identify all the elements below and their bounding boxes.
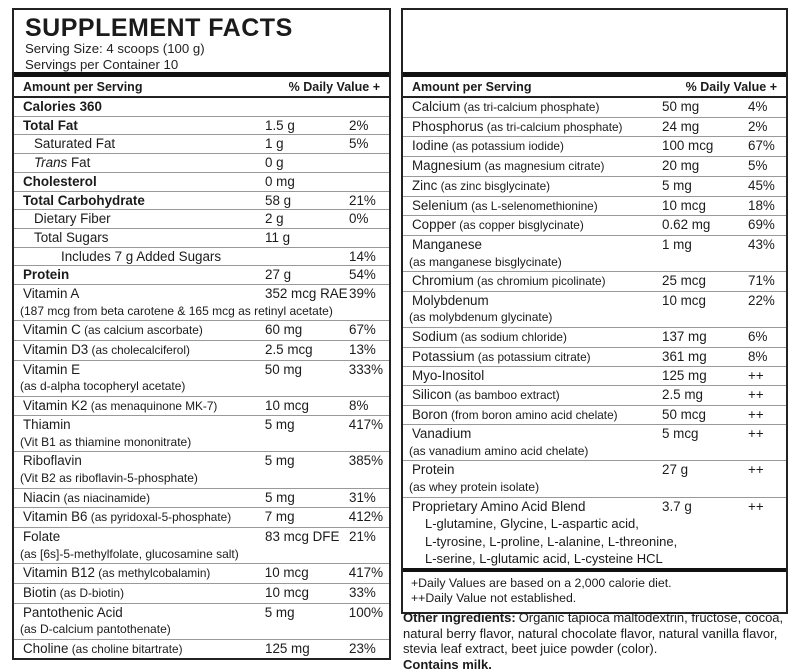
nutrient-daily-value: 5%: [748, 158, 768, 174]
nutrient-row: [14, 508, 389, 528]
amount-per-serving-header: Amount per Serving: [23, 80, 143, 94]
nutrient-daily-value: 417%: [348, 565, 383, 581]
nutrient-row: [14, 154, 389, 173]
servings-per-container: Servings per Container 10: [25, 56, 179, 72]
nutrient-amount: 125 mg: [265, 640, 310, 656]
nutrient-daily-value: 4%: [748, 99, 768, 114]
nutrient-row: [14, 604, 389, 640]
nutrient-row: [403, 292, 786, 328]
nutrient-amount: 1 g: [265, 136, 284, 152]
nutrient-daily-value: 21%: [349, 528, 376, 544]
nutrient-daily-value: 23%: [349, 640, 376, 656]
nutrient-source-detail: (as tri-calcium phosphate): [460, 100, 600, 114]
nutrient-subline: (as whey protein isolate): [409, 480, 540, 495]
facts-header: [14, 10, 389, 72]
nutrient-amount: 0.62 mg: [662, 217, 711, 233]
footnotes: [403, 568, 786, 612]
left-column-header-row: [14, 72, 389, 98]
nutrient-daily-value: 33%: [349, 584, 376, 600]
nutrient-daily-value: 31%: [349, 489, 376, 505]
nutrient-subline: (as molybdenum glycinate): [409, 310, 553, 325]
nutrient-row: [14, 248, 389, 267]
nutrient-name: Proprietary Amino Acid Blend: [412, 498, 586, 514]
nutrient-amount: 2.5 mg: [662, 386, 703, 402]
nutrient-name: Folate: [23, 528, 61, 544]
nutrient-row: [14, 489, 389, 509]
nutrient-name: Dietary Fiber: [34, 211, 111, 227]
nutrient-row: [403, 157, 786, 177]
nutrient-amount: 7 mg: [264, 509, 295, 525]
nutrient-name: Vitamin C (as calcium ascorbate): [23, 322, 203, 338]
nutrient-subline: L-tyrosine, L-proline, L-alanine, L-threonine,: [425, 533, 678, 549]
nutrient-subline: (as manganese bisglycinate): [409, 254, 562, 269]
nutrient-name: Iodine (as potassium iodide): [412, 138, 564, 154]
nutrient-source-detail: (from boron amino acid chelate): [447, 407, 618, 422]
nutrient-daily-value: ++: [748, 406, 764, 422]
nutrient-name: Myo-Inositol: [412, 368, 485, 384]
nutrient-name: Potassium (as potassium citrate): [412, 348, 591, 364]
nutrient-subline: (as vanadium amino acid chelate): [409, 444, 589, 459]
nutrient-name: Saturated Fat: [34, 136, 116, 152]
nutrient-name: Includes 7 g Added Sugars: [61, 248, 222, 264]
nutrient-daily-value: 6%: [748, 328, 768, 344]
nutrient-amount: 100 mcg: [662, 138, 714, 154]
nutrient-amount: 5 mg: [264, 604, 295, 620]
nutrient-name: Chromium (as chromium picolinate): [412, 273, 606, 289]
nutrient-amount: 0 mg: [265, 173, 295, 189]
nutrient-source-detail: (as pyridoxal-5-phosphate): [87, 510, 232, 525]
nutrient-amount: 10 mcg: [265, 397, 309, 413]
nutrient-row: [14, 564, 389, 584]
other-ingredients: [403, 610, 793, 672]
nutrient-amount: 27 g: [662, 462, 689, 478]
nutrient-row: [403, 137, 786, 157]
nutrient-source-detail: (as L-selenomethionine): [467, 198, 598, 213]
nutrient-daily-value: 22%: [748, 292, 775, 308]
nutrient-row: [14, 341, 389, 361]
nutrient-amount: 1 mg: [662, 236, 692, 252]
contains-statement: Contains milk.: [403, 656, 492, 672]
nutrient-daily-value: 412%: [348, 509, 383, 525]
nutrient-row: [14, 584, 389, 604]
nutrient-name: Zinc (as zinc bisglycinate): [412, 177, 551, 193]
nutrient-daily-value: 13%: [349, 341, 376, 357]
nutrient-daily-value: ++: [748, 426, 764, 442]
nutrient-name: Selenium (as L-selenomethionine): [412, 197, 598, 213]
nutrient-name: Choline (as choline bitartrate): [23, 640, 183, 656]
nutrient-source-detail: (as sodium chloride): [457, 329, 567, 344]
nutrient-subline: L-serine, L-glutamic acid, L-cysteine HCL: [425, 551, 663, 567]
nutrient-source-detail: (as niacinamide): [60, 490, 151, 505]
nutrient-name: Trans Fat: [34, 155, 91, 171]
right-nutrient-rows: [403, 98, 786, 568]
nutrient-row: [14, 210, 389, 229]
right-column-header-row: [403, 72, 786, 98]
nutrient-daily-value: 67%: [748, 138, 775, 154]
nutrient-row: [14, 321, 389, 341]
nutrient-daily-value: 100%: [348, 604, 383, 620]
nutrient-daily-value: 417%: [348, 417, 383, 433]
nutrient-daily-value: 39%: [349, 286, 376, 302]
nutrient-source-detail: (as potassium citrate): [474, 349, 591, 364]
nutrient-name: Calories 360: [23, 99, 102, 114]
nutrient-amount: 27 g: [265, 267, 292, 283]
nutrient-row: [403, 386, 786, 406]
nutrient-row: [403, 197, 786, 217]
nutrient-amount: 20 mg: [662, 158, 700, 174]
nutrient-daily-value: 0%: [349, 211, 369, 227]
nutrient-name: Thiamin: [23, 417, 71, 433]
nutrient-source-detail: (as copper bisglycinate): [455, 218, 584, 233]
nutrient-amount: 5 mg: [662, 177, 692, 193]
other-ingredients-text: Organic tapioca maltodextrin, fructose, cocoa, natural berry flavor, natural chocolate flavor, natural vanilla flavor, stevia leaf extract, beet juice powder (color).: [403, 610, 784, 656]
facts-title: SUPPLEMENT FACTS: [25, 14, 293, 42]
daily-value-header: % Daily Value +: [288, 80, 380, 94]
nutrient-name: Biotin (as D-biotin): [23, 584, 125, 600]
nutrient-source-detail: (as choline bitartrate): [68, 641, 183, 656]
nutrient-name: Riboflavin: [23, 453, 82, 469]
nutrient-row: [403, 406, 786, 426]
nutrient-amount: 10 mcg: [662, 197, 706, 213]
nutrient-name: Molybdenum: [412, 292, 489, 308]
nutrient-subline: (as [6s]-5-methylfolate, glucosamine salt): [20, 546, 239, 561]
nutrient-source-detail: (as potassium iodide): [448, 139, 564, 154]
nutrient-amount: 50 mg: [662, 99, 700, 114]
nutrient-name: Vitamin E: [23, 361, 81, 377]
nutrient-name: Vitamin D3 (as cholecalciferol): [23, 341, 190, 357]
nutrient-daily-value: 67%: [349, 322, 376, 338]
nutrient-daily-value: 69%: [748, 217, 775, 233]
nutrient-amount: 60 mg: [265, 322, 303, 338]
nutrient-amount: 0 g: [265, 155, 284, 171]
nutrient-row: [403, 348, 786, 368]
nutrient-daily-value: ++: [748, 498, 764, 514]
nutrient-row: [403, 118, 786, 138]
nutrient-row: [14, 266, 389, 285]
nutrient-row: [403, 367, 786, 386]
other-ingredients-label: Other ingredients:: [403, 610, 516, 625]
left-facts-panel: [12, 8, 391, 660]
nutrient-row: [403, 216, 786, 236]
nutrient-daily-value: 8%: [349, 397, 369, 413]
nutrient-row: [403, 498, 786, 568]
nutrient-name: Vanadium: [412, 426, 472, 442]
nutrient-amount: 2 g: [265, 211, 284, 227]
nutrient-name: Silicon (as bamboo extract): [412, 386, 560, 402]
nutrient-amount: 10 mcg: [264, 565, 309, 581]
nutrient-row: [403, 461, 786, 497]
nutrient-amount: 11 g: [265, 229, 291, 245]
nutrient-name: Vitamin B12 (as methylcobalamin): [23, 565, 211, 581]
nutrient-daily-value: 18%: [748, 197, 775, 213]
nutrient-row: [14, 640, 389, 659]
nutrient-daily-value: 21%: [349, 192, 376, 208]
nutrient-row: [403, 98, 786, 118]
nutrient-row: [14, 285, 389, 321]
nutrient-daily-value: 71%: [748, 273, 775, 289]
nutrient-row: [14, 173, 389, 192]
nutrient-row: [14, 416, 389, 452]
nutrient-name: Total Fat: [23, 117, 78, 133]
nutrient-daily-value: 5%: [349, 136, 369, 152]
nutrient-name: Boron (from boron amino acid chelate): [412, 406, 618, 422]
nutrient-daily-value: 54%: [349, 267, 376, 283]
nutrient-name: Vitamin K2 (as menaquinone MK-7): [23, 397, 218, 413]
nutrient-row: [14, 528, 389, 564]
nutrient-row: [14, 229, 389, 248]
nutrient-name: Vitamin A: [23, 286, 80, 302]
nutrient-amount: 10 mcg: [662, 292, 706, 308]
nutrient-name: Total Carbohydrate: [23, 192, 145, 208]
nutrient-source-detail: (as tri-calcium phosphate): [483, 119, 623, 134]
nutrient-name: Magnesium (as magnesium citrate): [412, 158, 605, 174]
nutrient-name: Sodium (as sodium chloride): [412, 328, 567, 344]
nutrient-name: Protein: [412, 462, 455, 478]
nutrient-amount: 352 mcg RAE: [265, 286, 348, 302]
nutrient-row: [14, 98, 389, 117]
left-nutrient-rows: [14, 98, 389, 658]
serving-size: Serving Size: 4 scoops (100 g): [25, 41, 205, 56]
nutrient-amount: 10 mcg: [265, 584, 309, 600]
nutrient-daily-value: 14%: [349, 248, 376, 264]
nutrient-name: Copper (as copper bisglycinate): [412, 217, 584, 233]
nutrient-daily-value: ++: [748, 462, 764, 478]
nutrient-row: [403, 236, 786, 272]
footnote-daily-values: +Daily Values are based on a 2,000 calorie diet.: [411, 575, 672, 590]
nutrient-row: [403, 177, 786, 197]
nutrient-name: Calcium (as tri-calcium phosphate): [412, 99, 600, 114]
nutrient-row: [14, 452, 389, 488]
nutrient-row: [14, 397, 389, 417]
nutrient-daily-value: ++: [748, 368, 764, 384]
nutrient-source-detail: (as chromium picolinate): [473, 274, 606, 289]
nutrient-daily-value: 2%: [349, 117, 369, 133]
nutrient-row: [14, 117, 389, 136]
nutrient-subline: (as D-calcium pantothenate): [20, 622, 171, 637]
nutrient-amount: 24 mg: [662, 118, 700, 134]
nutrient-amount: 58 g: [265, 192, 292, 208]
amount-per-serving-header: Amount per Serving: [412, 80, 532, 94]
nutrient-subline: (187 mcg from beta carotene & 165 mcg as retinyl acetate): [20, 303, 333, 318]
nutrient-row: [14, 192, 389, 211]
daily-value-header: % Daily Value +: [685, 80, 777, 94]
nutrient-name: Manganese: [412, 236, 482, 252]
nutrient-amount: 3.7 g: [662, 498, 692, 514]
nutrient-amount: 125 mg: [662, 368, 707, 384]
nutrient-amount: 83 mcg DFE: [265, 528, 340, 544]
nutrient-name: Pantothenic Acid: [23, 604, 123, 620]
nutrient-subline: (Vit B1 as thiamine mononitrate): [20, 435, 192, 450]
nutrient-amount: 5 mg: [264, 417, 295, 433]
nutrient-row: [403, 425, 786, 461]
nutrient-row: [403, 328, 786, 348]
nutrient-amount: 5 mcg: [662, 426, 699, 442]
nutrient-amount: 2.5 mcg: [265, 341, 313, 357]
nutrient-amount: 361 mg: [662, 348, 707, 364]
nutrient-daily-value: 43%: [748, 236, 775, 252]
nutrient-source-detail: (as calcium ascorbate): [80, 323, 203, 338]
nutrient-subline: (Vit B2 as riboflavin-5-phosphate): [20, 471, 198, 486]
nutrient-amount: 50 mg: [264, 361, 302, 377]
nutrient-daily-value: 385%: [348, 453, 383, 469]
nutrient-source-detail: (as cholecalciferol): [88, 342, 190, 357]
nutrient-row: [14, 135, 389, 154]
nutrient-source-detail: (as menaquinone MK-7): [87, 398, 218, 413]
nutrient-name: Niacin (as niacinamide): [23, 489, 151, 505]
right-header-spacer: [403, 10, 786, 72]
nutrient-source-detail: (as D-biotin): [56, 585, 125, 600]
nutrient-daily-value: 333%: [348, 361, 383, 377]
nutrient-source-detail: (as methylcobalamin): [94, 566, 211, 581]
nutrient-amount: 50 mcg: [662, 406, 706, 422]
nutrient-daily-value: 8%: [748, 348, 768, 364]
nutrient-daily-value: ++: [748, 386, 764, 402]
nutrient-name: Protein: [23, 267, 70, 283]
nutrient-row: [403, 272, 786, 292]
right-facts-panel: [401, 8, 788, 614]
nutrient-source-detail: (as bamboo extract): [451, 387, 560, 402]
footnote-not-established: ++Daily Value not established.: [411, 591, 577, 605]
nutrient-amount: 5 mg: [265, 489, 295, 505]
nutrient-amount: 1.5 g: [265, 117, 295, 133]
nutrient-name: Total Sugars: [34, 229, 109, 245]
nutrient-row: [14, 361, 389, 397]
nutrient-amount: 25 mcg: [662, 273, 706, 289]
nutrient-amount: 137 mg: [662, 328, 707, 344]
nutrient-name: Vitamin B6 (as pyridoxal-5-phosphate): [23, 509, 232, 525]
nutrient-source-detail: (as zinc bisglycinate): [437, 178, 551, 193]
nutrient-source-detail: (as magnesium citrate): [481, 159, 605, 174]
nutrient-name: Phosphorus (as tri-calcium phosphate): [412, 118, 623, 134]
nutrient-name: Cholesterol: [23, 173, 97, 189]
nutrient-subline: L-glutamine, Glycine, L-aspartic acid,: [425, 516, 639, 532]
nutrient-daily-value: 45%: [748, 177, 775, 193]
nutrient-daily-value: 2%: [748, 118, 768, 134]
nutrient-subline: (as d-alpha tocopheryl acetate): [20, 379, 186, 394]
nutrient-amount: 5 mg: [264, 453, 295, 469]
